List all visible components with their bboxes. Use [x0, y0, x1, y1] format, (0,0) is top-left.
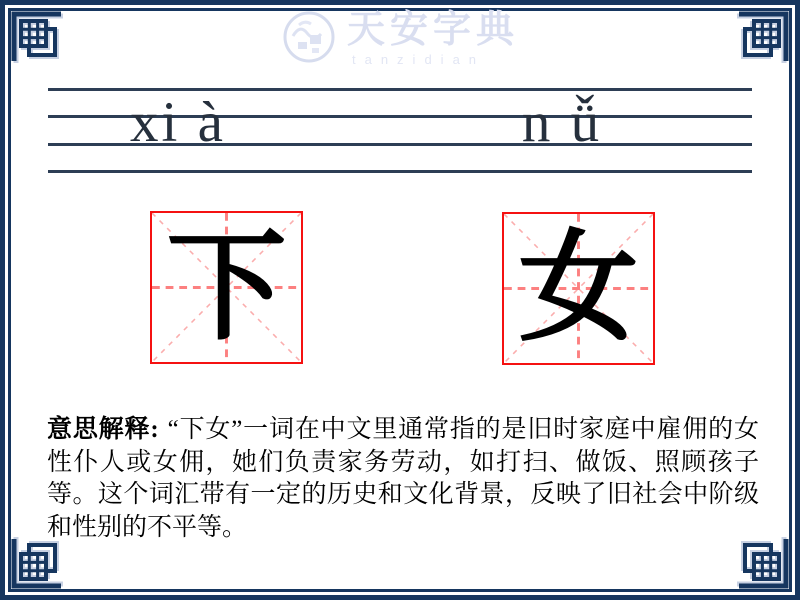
- logo-subtitle: tanzidian: [351, 52, 486, 67]
- logo-title: 天安字典: [346, 9, 519, 51]
- explanation-text: “下女”一词在中文里通常指的是旧时家庭中雇佣的女性仆人或女佣，她们负责家务劳动，如打扫、做饭、照顾孩子等。这个词汇带有一定的历史和文化背景，反映了旧社会中阶级和性别的不平等。: [47, 416, 759, 541]
- character-box-2: [502, 212, 655, 365]
- explanation-paragraph: [47, 414, 759, 544]
- pinyin-word-1: xi à: [130, 91, 226, 154]
- seal-globe-icon: [281, 8, 337, 64]
- fret-corner-bottom-right-icon: [738, 538, 794, 594]
- staff-line: [48, 170, 752, 173]
- explanation-label: 意思解释:: [47, 416, 159, 443]
- logo: [0, 8, 800, 68]
- fret-corner-bottom-left-icon: [6, 538, 62, 594]
- pinyin-word-2: n ǚ: [521, 91, 603, 154]
- character-glyph-1: 下: [166, 220, 287, 354]
- character-box-1: [150, 211, 303, 364]
- character-glyph-2: 女: [518, 221, 639, 355]
